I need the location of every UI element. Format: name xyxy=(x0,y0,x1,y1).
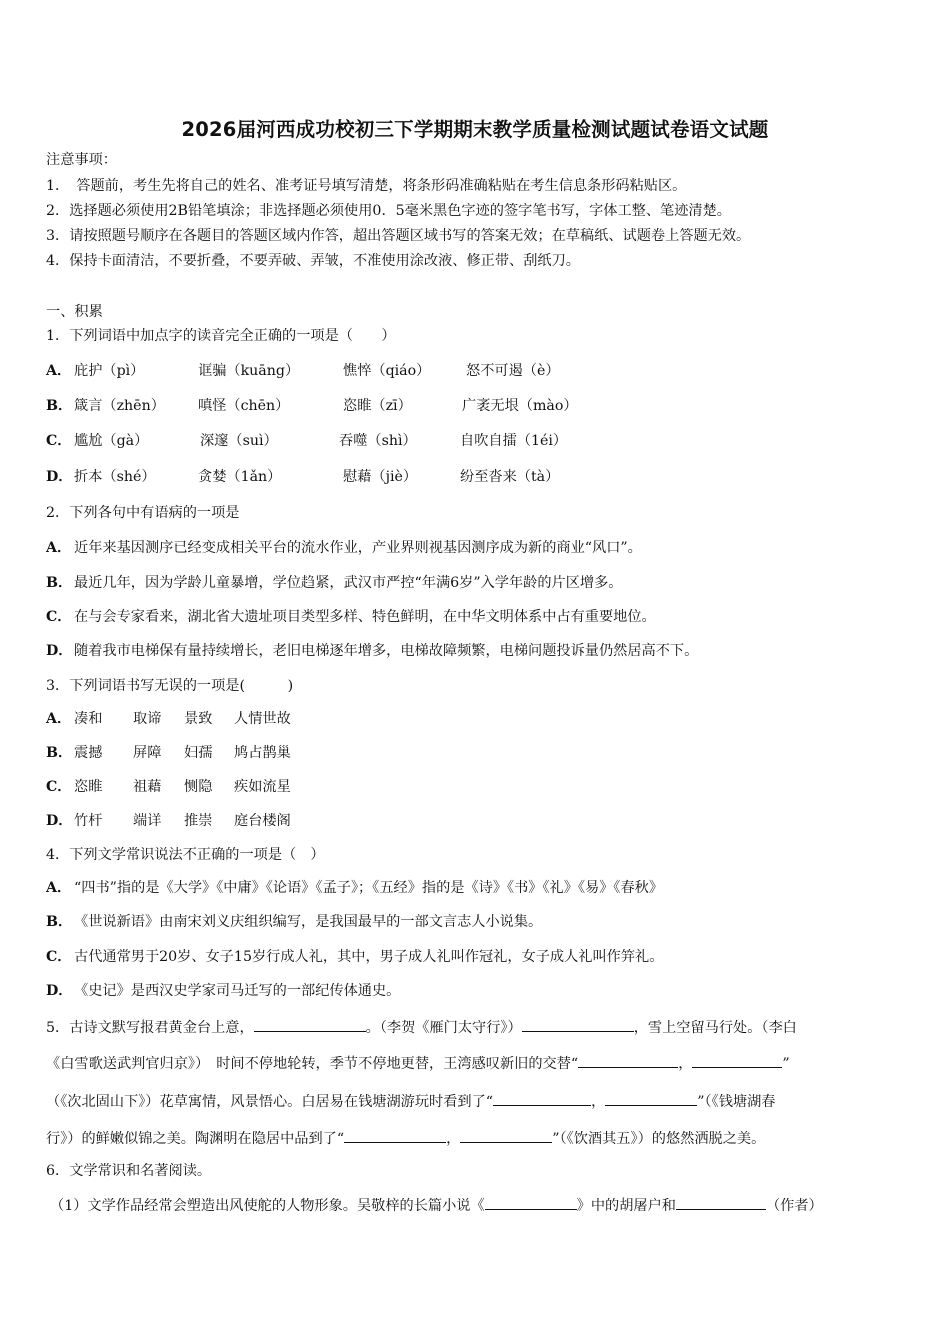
option-item: 震撼 xyxy=(74,745,103,761)
q5-text: 行》）的鲜嫩似锦之美。陶渊明在隐居中品到了“ xyxy=(46,1131,345,1147)
option-item: 取谛 xyxy=(133,711,162,727)
option-item: 折本（shé） xyxy=(74,469,156,485)
option-text: 随着我市电梯保有量持续增长，老旧电梯逐年增多，电梯故障频繁，电梯问题投诉量仍然居高不下。 xyxy=(74,643,699,659)
answer-blank[interactable] xyxy=(344,1127,446,1143)
option-label: A． xyxy=(46,711,72,727)
option-label: D． xyxy=(46,813,73,829)
option-item: 推崇 xyxy=(184,813,213,829)
option-label: D． xyxy=(46,983,73,999)
option-text: 最近几年，因为学龄儿童暴增，学位趋紧，武汉市严控“年满6岁”入学年龄的片区增多。 xyxy=(74,575,623,591)
option-item: 怒不可遏（è） xyxy=(466,363,560,379)
answer-blank[interactable] xyxy=(493,1090,591,1106)
q5-text: ， xyxy=(591,1094,606,1110)
option-item: 竹杆 xyxy=(74,813,103,829)
option-item: 恣睢 xyxy=(74,779,103,795)
q5-line-2 xyxy=(46,1052,790,1074)
option-label: A． xyxy=(46,363,72,379)
q6-stem: 6．文学常识和名著阅读。 xyxy=(46,1163,212,1179)
option-item: 嗔怪（chēn） xyxy=(198,398,290,414)
option-item: 吞噬（shì） xyxy=(339,433,417,449)
notice-item-3: 3．请按照题号顺序在各题目的答题区域内作答，超出答题区域书写的答案无效；在草稿纸、试题卷上答题无效。 xyxy=(46,228,751,244)
option-text: 《世说新语》由南宋刘义庆组织编写，是我国最早的一部文言志人小说集。 xyxy=(74,914,543,930)
q5-text: ”（《钱塘湖春 xyxy=(697,1094,776,1110)
q5-text: ， xyxy=(678,1056,693,1072)
option-label: C． xyxy=(46,609,72,625)
q5-text: 5．古诗文默写报君黄金台上意， xyxy=(46,1020,254,1036)
option-item: 恣睢（zī） xyxy=(343,398,412,414)
option-item: 凑和 xyxy=(74,711,103,727)
option-label: D． xyxy=(46,643,73,659)
q5-text: 。（李贺《雁门太守行》） xyxy=(365,1020,522,1036)
option-item: 庭台楼阁 xyxy=(234,813,291,829)
option-text: “四书”指的是《大学》《中庸》《论语》《孟子》；《五经》指的是《诗》《书》《礼》《易》《春秋》 xyxy=(74,880,664,896)
option-text: 近年来基因测序已经变成相关平台的流水作业，产业界则视基因测序成为新的商业“风口”。 xyxy=(74,540,642,556)
q3-stem: 3．下列词语书写无误的一项是( ) xyxy=(46,678,294,694)
option-label: B． xyxy=(46,914,73,930)
q6-text: 》中的胡屠户和 xyxy=(576,1198,676,1214)
q5-text: ”（《饮酒其五》）的悠然洒脱之美。 xyxy=(552,1131,766,1147)
q5-text: ” xyxy=(782,1056,790,1072)
option-item: 景致 xyxy=(184,711,213,727)
option-item: 慰藉（jiè） xyxy=(343,469,418,485)
answer-blank[interactable] xyxy=(485,1194,577,1210)
section-heading: 一、积累 xyxy=(46,304,103,320)
option-item: 诓骗（kuāng） xyxy=(198,363,300,379)
q2-stem: 2．下列各句中有语病的一项是 xyxy=(46,505,240,521)
answer-blank[interactable] xyxy=(460,1127,552,1143)
option-label: C． xyxy=(46,949,72,965)
option-item: 妇孺 xyxy=(184,745,213,761)
option-label: B． xyxy=(46,575,73,591)
answer-blank[interactable] xyxy=(692,1052,782,1068)
q5-text: 《白雪歌送武判官归京》） 时间不停地轮转，季节不停地更替，王湾感叹新旧的交替“ xyxy=(46,1056,579,1072)
answer-blank[interactable] xyxy=(254,1016,366,1032)
option-item: 庇护（pì） xyxy=(74,363,145,379)
notice-heading: 注意事项： xyxy=(46,152,117,168)
q5-line-4 xyxy=(46,1127,765,1149)
option-text: 《史记》是西汉史学家司马迁写的一部纪传体通史。 xyxy=(74,983,401,999)
option-label: D． xyxy=(46,469,73,485)
option-item: 纷至沓来（tà） xyxy=(460,469,560,485)
option-text: 古代通常男于20岁、女子15岁行成人礼，其中，男子成人礼叫作冠礼，女子成人礼叫作笄礼。 xyxy=(74,949,664,965)
q6-text: （作者） xyxy=(765,1198,823,1214)
option-item: 屏障 xyxy=(133,745,162,761)
q6-sub-1 xyxy=(50,1194,823,1216)
q5-text: （《次北固山下》）花草寓情，风景悟心。白居易在钱塘湖游玩时看到了“ xyxy=(46,1094,494,1110)
option-label: B． xyxy=(46,745,73,761)
option-label: A． xyxy=(46,540,72,556)
option-label: A． xyxy=(46,880,72,896)
notice-item-4: 4．保持卡面清洁，不要折叠，不要弄破、弄皱，不准使用涂改液、修正带、刮纸刀。 xyxy=(46,253,580,269)
option-label: C． xyxy=(46,433,72,449)
option-item: 深邃（suì） xyxy=(200,433,278,449)
option-item: 箴言（zhēn） xyxy=(74,398,165,414)
option-item: 端详 xyxy=(133,813,162,829)
option-item: 鸠占鹊巢 xyxy=(234,745,291,761)
answer-blank[interactable] xyxy=(578,1052,678,1068)
q5-line-3 xyxy=(46,1090,775,1112)
exam-title: 2026届河西成功校初三下学期期末教学质量检测试题试卷语文试题 xyxy=(181,118,769,141)
notice-item-1: 1． 答题前，考生先将自己的姓名、准考证号填写清楚，将条形码准确粘贴在考生信息条形码粘贴区。 xyxy=(46,178,687,194)
option-label: C． xyxy=(46,779,72,795)
q5-text: ，雪上空留马行处。（李白 xyxy=(633,1020,797,1036)
option-item: 恻隐 xyxy=(184,779,213,795)
answer-blank[interactable] xyxy=(676,1194,766,1210)
q4-stem: 4．下列文学常识说法不正确的一项是（ ） xyxy=(46,847,325,863)
answer-blank[interactable] xyxy=(605,1090,697,1106)
option-item: 憔悴（qiáo） xyxy=(343,363,431,379)
answer-blank[interactable] xyxy=(522,1016,634,1032)
q5-line-1 xyxy=(46,1016,797,1038)
q6-text: （1）文学作品经常会塑造出风使舵的人物形象。吴敬梓的长篇小说《 xyxy=(50,1198,485,1214)
q5-text: ， xyxy=(446,1131,461,1147)
q1-stem: 1．下列词语中加点字的读音完全正确的一项是（ ） xyxy=(46,328,396,344)
option-label: B． xyxy=(46,398,73,414)
option-item: 祖藉 xyxy=(133,779,162,795)
option-item: 贪婪（1ǎn） xyxy=(198,469,282,485)
option-item: 自吹自擂（1éi） xyxy=(460,433,568,449)
option-text: 在与会专家看来，湖北省大遗址项目类型多样、特色鲜明，在中华文明体系中占有重要地位。 xyxy=(74,609,656,625)
option-item: 广袤无垠（mào） xyxy=(462,398,578,414)
option-item: 疾如流星 xyxy=(234,779,291,795)
notice-item-2: 2．选择题必须使用2B铅笔填涂；非选择题必须使用0．5毫米黑色字迹的签字笔书写，字体工整、笔迹清楚。 xyxy=(46,203,731,219)
option-item: 人情世故 xyxy=(234,711,291,727)
option-item: 尴尬（gà） xyxy=(74,433,149,449)
